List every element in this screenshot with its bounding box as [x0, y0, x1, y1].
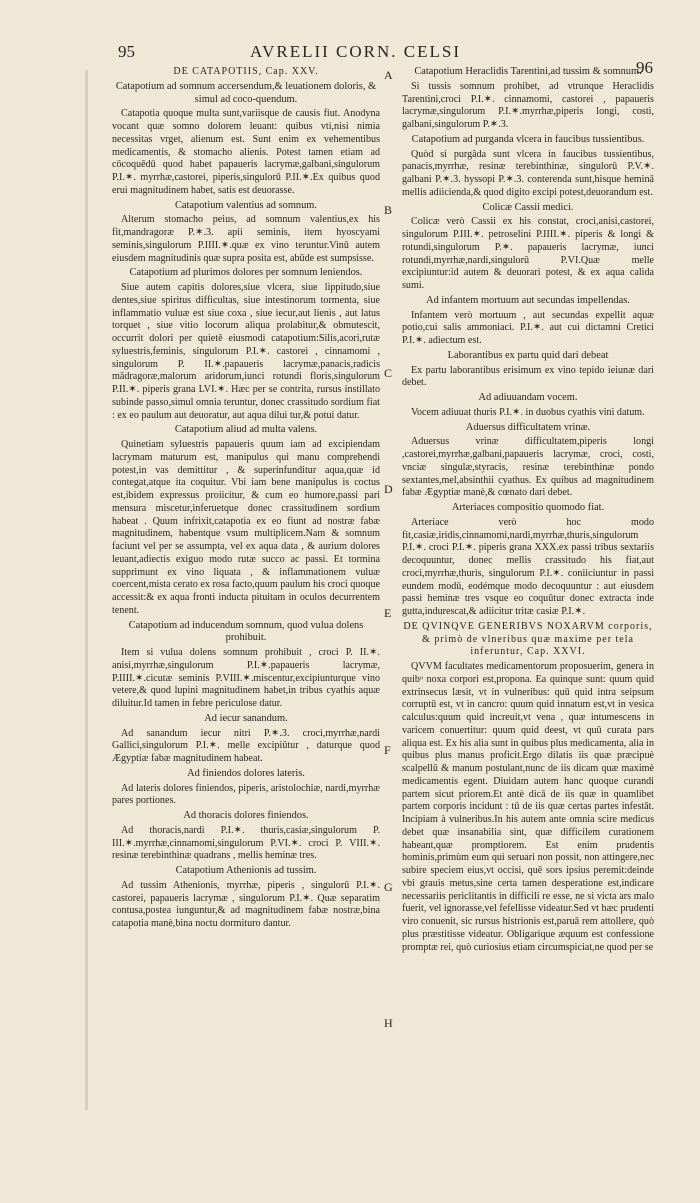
left-heading: Ad finiendos dolores lateris. [187, 767, 305, 779]
left-heading: Ad thoracis dolores finiendos. [183, 810, 309, 821]
right-paragraph: Arteriace verò hoc modo fit,casiæ,iridis,cinnamomi,nardi,myrrhæ,thuris,singulorum P.I.✶. croci P.I.✶. piperis grana XXX.ex passi tribus sextariis decoquuntur, donec mellis crassitudo his fiat,aut croci,myrrhæ,thuris, singulorum P.I.✶. coniiciuntur in passi eundem modū, eodémque modo decoquuntur : aut eiusdem passi heminæ tres vsque eo coquūtur donec extracta inde gutta,indurescat,& adiicitur tritæ casiæ P.I.✶. [402, 516, 654, 617]
gutter-shadow [85, 70, 88, 1110]
margin-letter-a: A [384, 68, 393, 82]
left-heading: Catapotium ad inducendum somnum, quod vulua dolens prohibuit. [128, 619, 364, 644]
left-heading: Catapotium ad plurimos dolores per somnum leniendos. [129, 267, 363, 279]
margin-letter-g: G [384, 880, 393, 894]
left-paragraph: Alterum stomacho peius, ad somnum valentius,ex his fit,mandragoræ P.✶.3. apii seminis, item hyoscyami seminis,singulorum P.IIII.✶.quæ ex vino teruntur.Vinū autem eiusdem magnitudinis quæ supra posita est, abūde est sumpsisse. [112, 214, 380, 264]
left-paragraph: Ad tussim Athenionis, myrrhæ, piperis , singulorū P.I.✶. castorei, papaueris lacrymæ , singulorum P.I.✶. Quæ separatim contusa,postea iunguntur,& ad magnitudinem fabæ nostræ,bina catapotia manè,bina noctu dormituro dantur. [112, 879, 380, 929]
right-heading: Arteriaces compositio quomodo fiat. [451, 502, 605, 513]
left-paragraph: Ad thoracis,nardi P.I.✶. thuris,casiæ,singulorum P. III.✶.myrrhæ,cinnamomi,singulorum P.VI.✶. croci P. VIII.✶. resinæ terebinthinæ quadrans , mellis heminæ tres. [112, 824, 380, 862]
right-paragraph: Si tussis somnum prohibet, ad vtrunque Heraclidis Tarentini,croci P.I.✶. cinnamomi, castorei , papaueris lacrymæ,singulorum P.I.✶.myrrhæ,piperis longi, costi, galbani,singulorum P.✶.3. [402, 80, 654, 130]
right-heading: Aduersus difficultatem vrinæ. [465, 421, 591, 433]
right-heading: Catapotium Heraclidis Tarentini,ad tussim & somnum. [414, 66, 642, 77]
right-heading: Ad adiuuandam vocem. [478, 392, 578, 403]
left-paragraph: Ad lateris dolores finiendos, piperis, aristolochiæ, nardi,myrrhæ pares portiones. [112, 782, 380, 807]
margin-letter-e: E [384, 606, 392, 620]
margin-letter-f: F [384, 743, 391, 757]
right-paragraph: Vocem adiuuat thuris P.I.✶. in duobus cyathis vini datum. [411, 406, 645, 418]
left-heading: Catapotium valentius ad somnum. [175, 199, 317, 211]
right-paragraph: Aduersus vrinæ difficultatem,piperis longi ,castorei,myrrhæ,galbani,papaueris lacrymæ, croci, costi, vnciæ singulæ,styracis, resinæ terebinthinæ pondo sextantes,mel,absinthii cyathus. Ex quibus ad magnitudinem fabæ Ægyptiæ manè,& cœnato dari debet. [402, 436, 654, 499]
right-paragraph: Quòd si purgāda sunt vlcera in faucibus tussientibus, panacis,myrrhæ, resinæ terebinthinæ, singulorū P.V.✶. galbani P.✶.3. hyssopi P.✶.3. conterenda sunt,hisque heminā mellis adiicienda,& quod digito excipi potest,deuorandum est. [402, 148, 654, 198]
margin-letter-h: H [384, 1016, 393, 1030]
right-heading: Colicæ Cassii medici. [482, 201, 574, 213]
page-number-left: 95 [118, 42, 135, 61]
left-heading: Ad iecur sanandum. [204, 712, 288, 724]
right-paragraph: Ex partu laborantibus erisimum ex vino tepido ieiunæ dari debet. [402, 364, 654, 389]
left-paragraph: Item si vulua dolens somnum prohibuit , croci P. II.✶. anisi,myrrhæ,singulorum P.I.✶.papaueris lacrymæ, P.IIII.✶.cicutæ seminis P.VIII.✶.miscentur,excipiunturque vino vetere,& quod lupini magnitudinem habet,in tribus cyathis aquæ diluitur.Id tamen in febre periculose datur. [112, 647, 380, 709]
left-paragraph: Ad sanandum iecur nitri P.✶.3. croci,myrrhæ,nardi Gallici,singulorum P.I.✶. melle excipiūtur , daturque quod Ægyptiæ fabæ magnitudinem habeat. [112, 727, 380, 764]
left-paragraph: Siue autem capitis dolores,siue vlcera, siue lippitudo,siue dentes,siue spiritus difficultas, siue intestinorum tormenta, siue inflammatio vuluæ est siue coxa , siue iecur,aut lienis , aut latus torquet , siue vitio locorum aliqua prolabitur,& obmutescit, occurrit dolori per quietē eiusmodi catapotium:Silis,acori,rutæ syluestris,feminis, singulorum P.I.✶. castorei , cinnamomi , singulorum P. II.✶.papaueris lacrymæ,panacis,radicis mādragoræ,malorum aridorum,iunci rotundi floris,singulorum P.II.✶. piperis grana LVI.✶. Hæc per se contrita, rursus instillato subinde passo,simul omnia teruntur, donec crassitudo sordium fiat : ex eo paulum aut deuoratur, aut aqua dilui tur,& potui datur. [112, 282, 380, 421]
right-heading: Ad infantem mortuum aut secundas impellendas. [426, 294, 630, 306]
margin-letter-b: B [384, 203, 393, 217]
right-paragraph: QVVM facultates medicamentorum proposuerim, genera in quibᵒ noxa corpori est,propona. Ea quinque sunt: quum quid extrinsecus læsit, vt in vulneribus: quū quid intra seipsum corruptū est, vt in cancro: quum quid innatum est,vt in vesica calculus:quum quid increuit,vt vena , quæ intumescens in varicem conuertitur: quum quid deest, vt quū curata pars aliqua est. Ex his alia sunt in quibus plus medicamenta, alia in quibus plus manus proficit.Ergo dilatis iis quæ præcipuè scalpellū & manum postulant,nunc de iis dicam quæ maximè medicamentis egent. Diuidam autem hanc quoque curandi partem sicut priorem.Et antè dicā de iis quæ in quamlibet partem corporis incidunt : tū de iis quæ certas partes infestāt. Incipiam à vulneribus.In his autem ante omnia scire medicus debet quæ insanabilia sint, quæ difficilem curationem habeant,quæ promptiorem. Est enim prudentis hominis,primùm eum qui seruari non possit, non attingere,nec subire speciem eius,vt occisi, quē sors ipsius peremit:deinde vbi grauis metus,sine certa tamen desperatione est,indicare necessariis periclitantis in difficili re esse, ne si victa ars malo fuerit, vel ignorasse,vel fefellisse videatur.Sed vt hæc prudenti viro conuenit, sic rursus histrionis est,paruā rem attollere, quò plus præstitisse videatur. Obligarique æquum est confessione promptæ rei, quò curiosius etiam circumspiciat,ne quod per se [402, 661, 654, 953]
margin-letter-c: C [384, 366, 393, 380]
left-paragraph: Catapotia quoque multa sunt,variisque de causis fiut. Anodyna vocant quæ somno dolorem leuant: quibus vti,nisi nimia necessitas vrget, alienum est. Sunt enim ex vehementibus medicamentis, & stomacho alienis. Potest tamen etiam ad cōcoquēdū quod habet papaueris lacrymæ,galbani,singulorum P.I.✶. myrrhæ,castorei, piperis,singulorū P.II.✶.Ex quibus quod erui magnitudinem habet, satis est deuorasse. [112, 108, 380, 196]
running-title: AVRELII CORN. CELSI [250, 42, 461, 61]
left-paragraph: Quinetiam syluestris papaueris quum iam ad excipiendam lacrymam maturum est, manipulus qui manu comprehendi potest,in vas demittitur , & superinfunditur aqua,quæ id contegat,atque ita coquitur. Vbi iam bene manipulus is coctus est,ibidem expressus proiicitur, & cum eo humore,passi pari mensura miscetur,inferuetque donec crassitudinem sordium habeat . Quum infrixit,catapotia ex eo fiunt ad nostræ fabæ magnitudinem, habentque vsum multiplicem.Nam & somnum faciunt vel per se assumpta, vel ex aqua data , & aurium dolores leuant,adiectis exiguo modo rutæ succo ac passi. Et tormina supprimunt ex vino liquata , & inflammationem vuluæ coercent,mista cerato ex rosa facto,quum paulum his croci quoque accessit:& ex aqua fronti inducta pituitam in oculos decurrentem tenent. [112, 439, 380, 616]
left-text-column [112, 65, 380, 933]
right-heading: Catapotium ad purganda vlcera in faucibus tussientibus. [411, 133, 645, 145]
left-heading: Catapotium ad somnum accersendum,& leuationem doloris, & simul ad coco-quendum. [115, 80, 377, 105]
left-heading: Catapotium Athenionis ad tussim. [175, 865, 317, 876]
right-heading: DE QVINQVE GENERIBVS NOXARVM corporis, & primò de vlneribus quæ maxime per tela inferuntur, Cap. XXVI. [403, 620, 653, 658]
left-heading: DE CATAPOTIIS, Cap. XXV. [173, 66, 319, 77]
right-text-column [402, 65, 654, 956]
left-heading: Catapotium aliud ad multa valens. [174, 424, 318, 436]
margin-letter-d: D [384, 482, 393, 496]
right-paragraph: Colicæ verò Cassii ex his constat, croci,anisi,castorei, singulorum P.III.✶. petroselini P.IIII.✶. piperis & longi & rotundi,singulorum P.✶. papaueris lacrymæ, iunci rotundi,myrrhæ,nardi,singulorū P.VI.Quæ melle excipiuntur:id autem & deuorari potest, & ex aqua calida sumi. [402, 216, 654, 291]
right-heading: Laborantibus ex partu quid dari debeat [447, 349, 609, 361]
page-number-right: 96 [636, 58, 653, 77]
right-paragraph: Infantem verò mortuum , aut secundas expellit aquæ potio,cui salis ammoniaci. P.I.✶. aut cui dictamni Cretici P.I.✶. adiectum est. [402, 309, 654, 346]
